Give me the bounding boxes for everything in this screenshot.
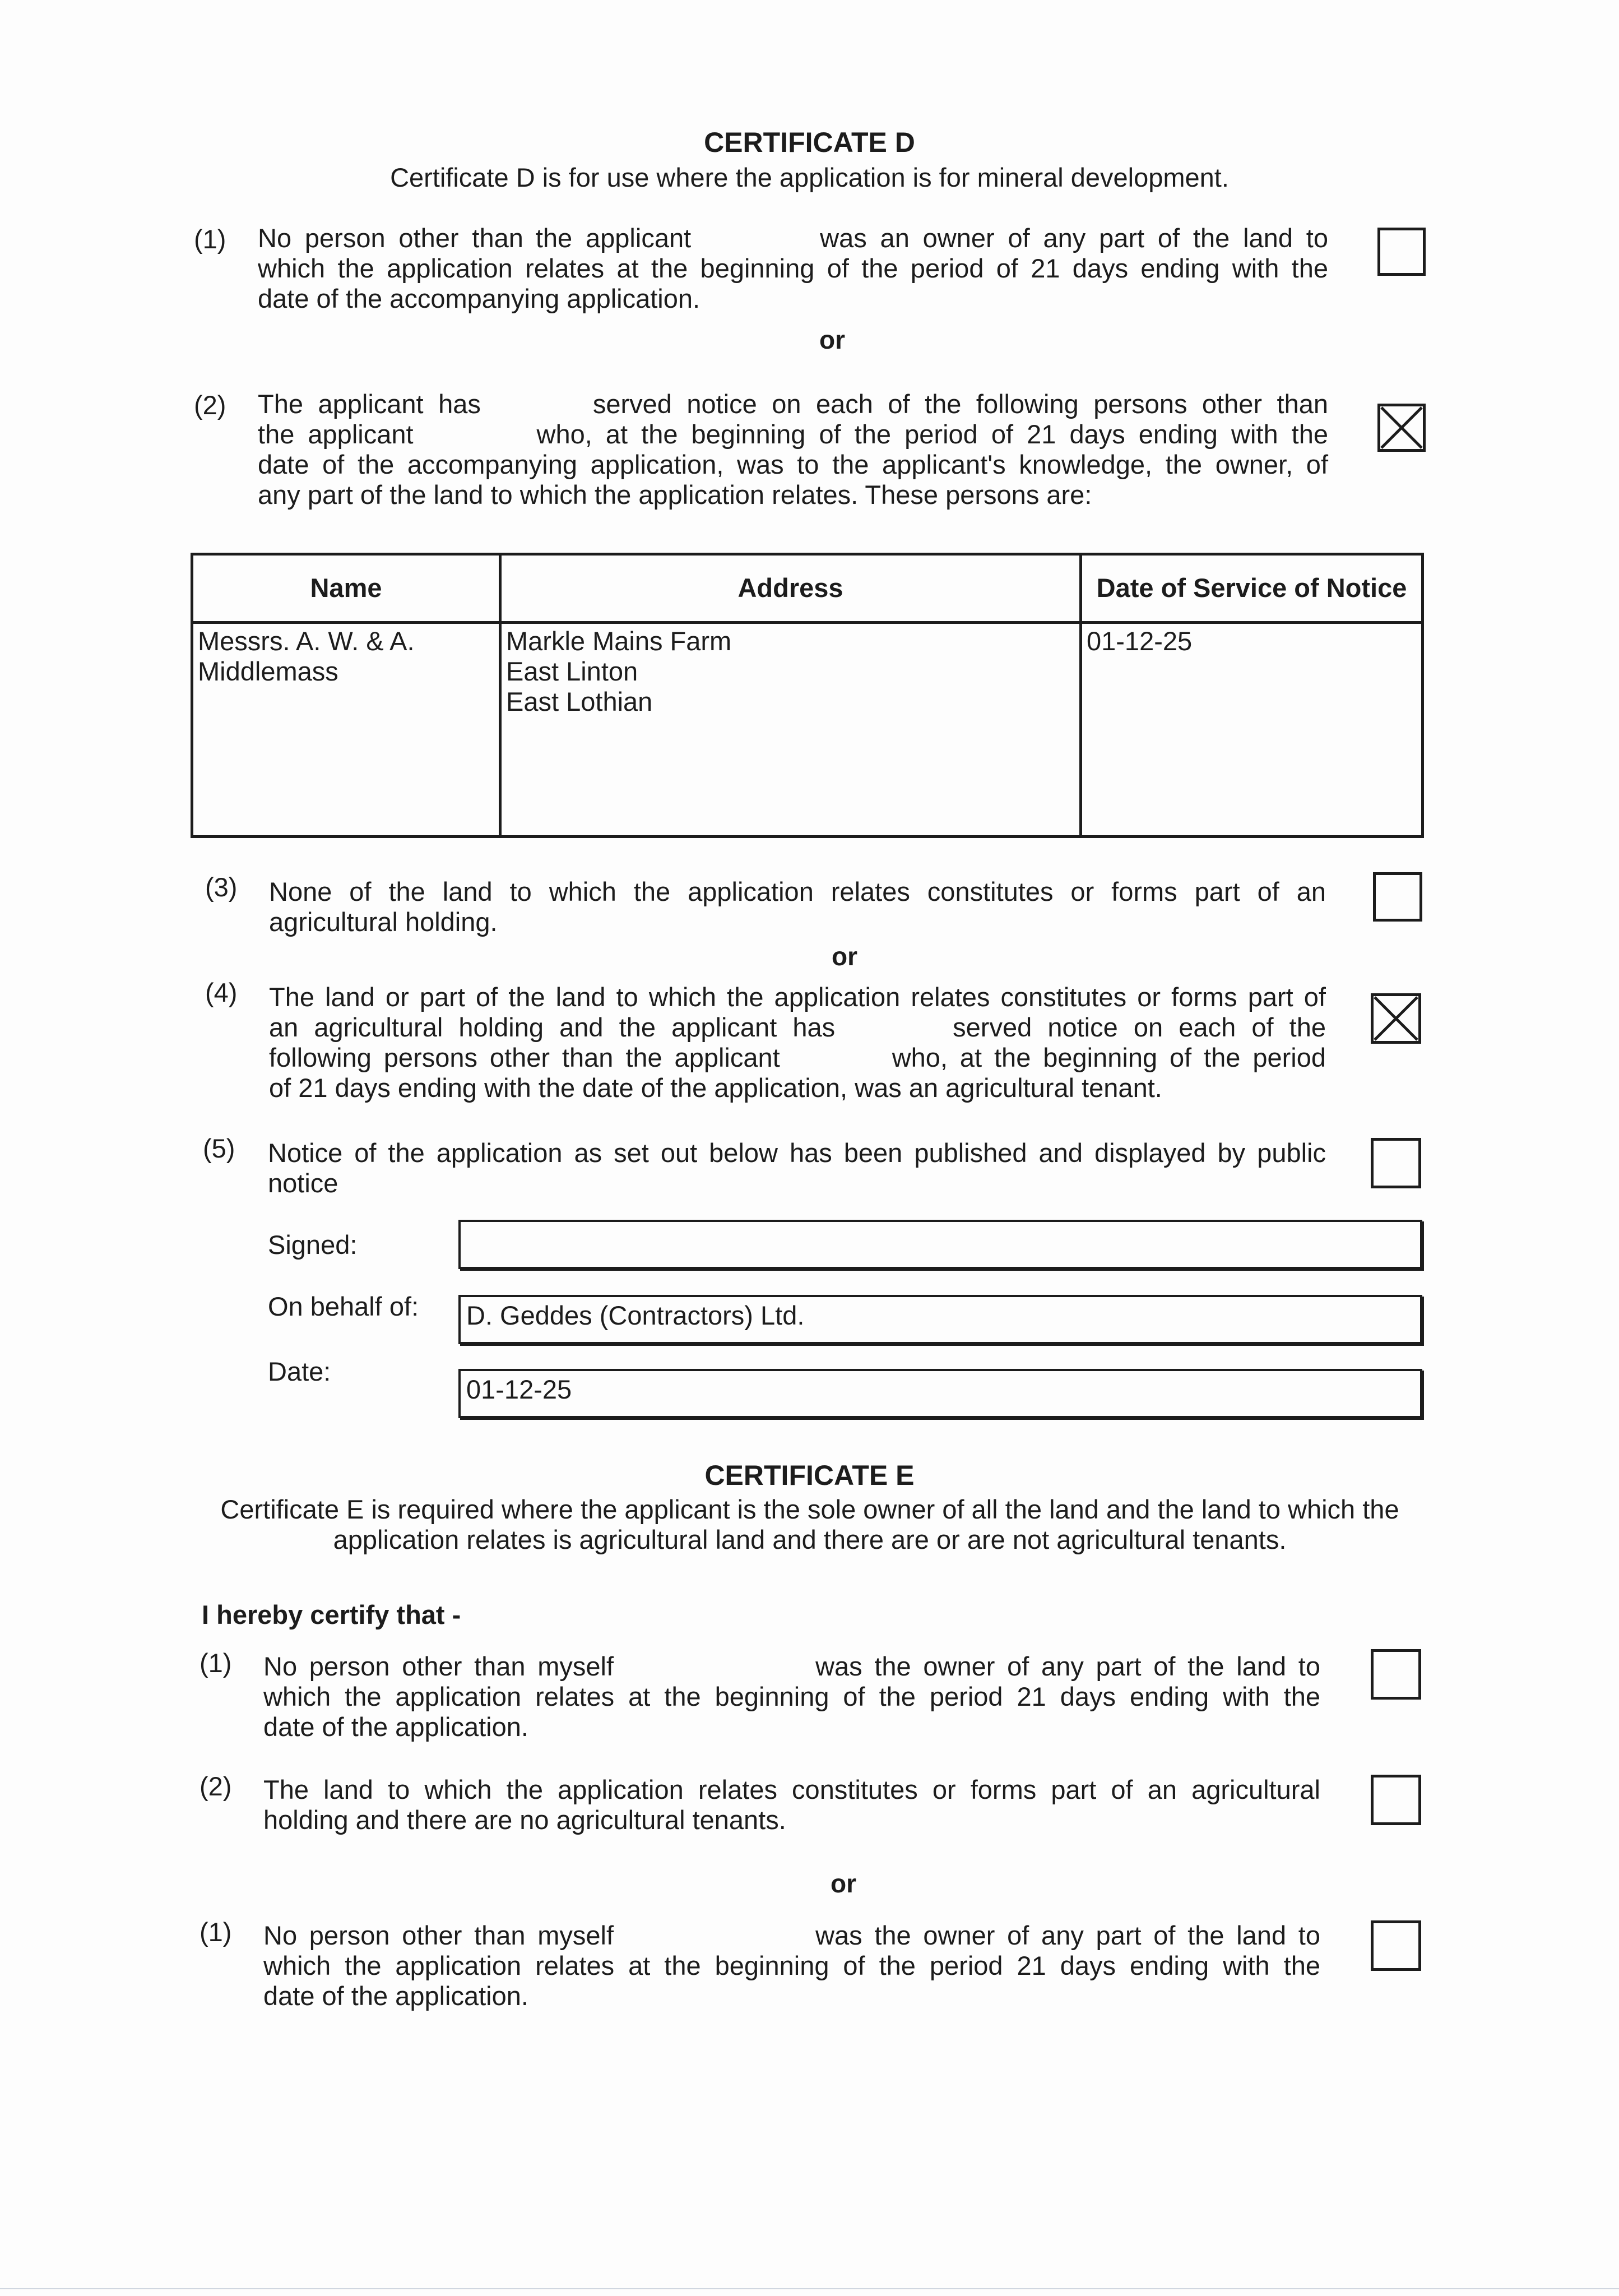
cert-d-item-4-text xyxy=(269,982,1326,1103)
text-fragment: No person other than xyxy=(258,223,523,253)
or-separator: or xyxy=(819,325,845,354)
cert-d-item-3-checkbox[interactable] xyxy=(1373,872,1422,922)
column-header-date: Date of Service of Notice xyxy=(1081,554,1423,623)
subtitle-line: Certificate E is required where the applicant is the sole owner of all the land and the land to which the xyxy=(220,1494,1399,1524)
text-line: which the application relates at the beginning of the period of 21 days ending with the xyxy=(258,253,1328,284)
table-row xyxy=(192,623,1423,837)
cert-d-item-2-checkbox[interactable] xyxy=(1377,404,1426,452)
item-number: (4) xyxy=(205,978,238,1007)
text-fragment: following persons other than the applicant xyxy=(269,1043,780,1073)
text-line: date of the application. xyxy=(263,1712,528,1742)
text-line: Notice of the application as set out below has been published and displayed by public xyxy=(268,1138,1326,1168)
item-number: (5) xyxy=(203,1133,235,1163)
owner-name-cell[interactable] xyxy=(192,623,500,837)
text-line: notice xyxy=(268,1168,338,1198)
text-line: date of the accompanying application, was to the applicant's knowledge, the owner, of xyxy=(258,450,1328,480)
cert-d-item-5-checkbox[interactable] xyxy=(1371,1138,1421,1188)
cert-d-item-2-text xyxy=(258,389,1328,510)
address-line: East Lothian xyxy=(506,687,653,717)
cert-e-item-1-alt-checkbox[interactable] xyxy=(1371,1920,1421,1971)
checked-x-icon xyxy=(1374,996,1418,1041)
item-number: (1) xyxy=(194,224,226,254)
table-header-row xyxy=(192,554,1423,623)
text-line: agricultural holding. xyxy=(269,907,498,937)
certificate-d-subtitle: Certificate D is for use where the application is for mineral development. xyxy=(390,163,1229,192)
owner-name-line: Middlemass xyxy=(198,656,338,687)
column-header-address: Address xyxy=(500,554,1081,623)
owner-address-cell[interactable] xyxy=(500,623,1081,837)
date-field[interactable]: 01-12-25 xyxy=(458,1369,1422,1418)
text-fragment: an agricultural holding and the applicant has xyxy=(269,1012,836,1043)
cert-e-item-2-checkbox[interactable] xyxy=(1371,1775,1421,1825)
date-label: Date: xyxy=(268,1357,331,1386)
certificate-e-title: CERTIFICATE E xyxy=(704,1460,915,1491)
text-fragment: served notice on each of the xyxy=(953,1012,1326,1043)
cert-e-item-1-text xyxy=(263,1651,1320,1742)
cert-e-item-1-checkbox[interactable] xyxy=(1371,1649,1421,1700)
checked-x-icon xyxy=(1380,406,1423,449)
owners-table xyxy=(191,553,1424,838)
signed-field[interactable] xyxy=(458,1220,1422,1269)
signed-label: Signed: xyxy=(268,1230,358,1260)
page-bottom-rule xyxy=(0,2288,1619,2289)
text-line: holding and there are no agricultural tenants. xyxy=(263,1805,786,1835)
text-fragment: was the owner of any part of the land to xyxy=(815,1651,1320,1681)
cert-e-item-2-text xyxy=(263,1775,1320,1835)
text-fragment: was the owner of any part of the land to xyxy=(815,1920,1320,1950)
on-behalf-of-label: On behalf of: xyxy=(268,1292,419,1321)
address-line: East Linton xyxy=(506,656,638,687)
item-number: (2) xyxy=(200,1771,232,1801)
or-separator: or xyxy=(832,942,857,971)
cert-d-item-1-text xyxy=(258,223,1328,314)
text-fragment: The applicant has xyxy=(258,389,481,419)
text-line: date of the accompanying application. xyxy=(258,284,701,314)
text-fragment: the applicant xyxy=(535,223,692,253)
text-line: The land to which the application relates constitutes or forms part of an agricultural xyxy=(263,1775,1320,1804)
subtitle-line: application relates is agricultural land and there are or are not agricultural tenants. xyxy=(333,1525,1287,1555)
on-behalf-of-field[interactable]: D. Geddes (Contractors) Ltd. xyxy=(458,1295,1422,1344)
text-fragment: served notice on each of the following persons other than xyxy=(592,389,1328,419)
cert-d-item-5-text xyxy=(268,1138,1326,1198)
text-line: which the application relates at the beginning of the period 21 days ending with the xyxy=(263,1951,1320,1981)
certificate-d-title: CERTIFICATE D xyxy=(704,127,915,158)
text-fragment: No person other than myself xyxy=(263,1651,614,1681)
item-number: (1) xyxy=(200,1648,232,1678)
text-line: any part of the land to which the application relates. These persons are: xyxy=(258,480,1092,510)
cert-e-item-1-alt-text xyxy=(263,1920,1320,2011)
text-line: of 21 days ending with the date of the application, was an agricultural tenant. xyxy=(269,1073,1162,1103)
address-line: Markle Mains Farm xyxy=(506,626,732,656)
text-line: The land or part of the land to which the application relates constitutes or forms part of xyxy=(269,982,1326,1012)
item-number: (2) xyxy=(194,390,226,420)
owner-name-line: Messrs. A. W. & A. xyxy=(198,626,415,656)
item-number: (1) xyxy=(200,1917,232,1947)
cert-d-item-4-checkbox[interactable] xyxy=(1371,993,1421,1044)
cert-d-item-3-text xyxy=(269,877,1326,937)
item-number: (3) xyxy=(205,872,238,902)
text-fragment: who, at the beginning of the period of 21 days ending with the xyxy=(536,419,1328,450)
or-separator: or xyxy=(831,1869,856,1898)
text-line: None of the land to which the application relates constitutes or forms part of an xyxy=(269,877,1326,906)
certify-label: I hereby certify that - xyxy=(202,1600,461,1630)
text-line: which the application relates at the beginning of the period 21 days ending with the xyxy=(263,1682,1320,1712)
text-line: date of the application. xyxy=(263,1981,528,2011)
text-fragment: No person other than myself xyxy=(263,1920,614,1950)
text-fragment: who, at the beginning of the period xyxy=(892,1043,1326,1073)
text-fragment: was an owner of any part of the land to xyxy=(820,223,1328,253)
service-date-cell[interactable]: 01-12-25 xyxy=(1081,623,1423,837)
text-fragment: the applicant xyxy=(258,419,414,450)
cert-d-item-1-checkbox[interactable] xyxy=(1377,228,1426,276)
certificate-e-subtitle xyxy=(168,1494,1451,1555)
column-header-name: Name xyxy=(192,554,500,623)
